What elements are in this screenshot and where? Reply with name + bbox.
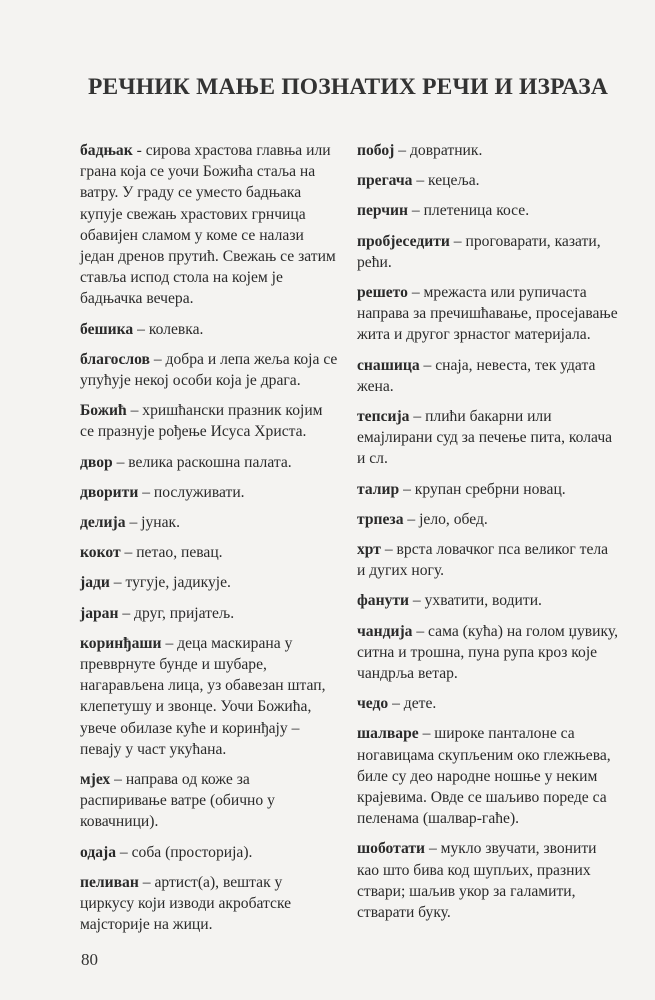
glossary-entry (80, 400, 340, 442)
entry-definition: јело, обед. (419, 510, 488, 528)
entry-separator: – (412, 622, 429, 640)
entry-separator: – (380, 541, 397, 559)
entry-definition: врста ловачког пса великог тела и дугих ногу. (357, 541, 609, 580)
entry-definition: тугује, јадикује. (125, 574, 231, 592)
entry-separator: – (425, 840, 441, 858)
entry-definition: проговарати, казати, рећи. (357, 232, 601, 271)
entry-definition: направа од коже за распиривање ватре (обично у ковачници). (80, 771, 275, 831)
entry-term: дворити (80, 483, 139, 501)
entry-separator: – (116, 843, 132, 861)
entry-separator: – (412, 172, 429, 190)
glossary-entry (80, 512, 340, 533)
glossary-entry (357, 140, 619, 161)
entry-term: фанути (357, 592, 410, 610)
entry-term: чандија (357, 622, 413, 640)
entry-separator: – (133, 320, 149, 338)
entry-term: јади (80, 574, 110, 592)
entry-separator: - (132, 142, 146, 159)
glossary-entry (357, 231, 619, 273)
glossary-entry (357, 355, 619, 397)
entry-separator: – (407, 284, 424, 302)
entry-term: тепсија (357, 408, 410, 426)
entry-definition: друг, пријатељ. (134, 604, 235, 622)
glossary-entry (80, 872, 340, 936)
entry-term: коринђаши (80, 634, 162, 652)
entry-definition: плетеница косе. (423, 202, 530, 220)
entry-separator: – (409, 408, 426, 426)
entry-term: бешика (80, 320, 134, 338)
glossary-entry (80, 319, 340, 340)
entry-separator: – (126, 402, 143, 420)
glossary-entry (357, 539, 619, 581)
page-number: 80 (81, 950, 98, 969)
entry-separator: – (388, 695, 404, 713)
entry-term: благослов (80, 350, 150, 368)
entry-separator: – (419, 356, 436, 374)
entry-term: делија (80, 514, 126, 532)
entry-definition: колевка. (148, 320, 204, 338)
entry-definition: крупан сребрни новац. (414, 480, 566, 498)
glossary-entry (357, 509, 619, 530)
page-title: РЕЧНИК МАЊЕ ПОЗНАТИХ РЕЧИ И ИЗРАЗА (87, 74, 609, 100)
entry-definition: велика раскошна палата. (128, 453, 292, 471)
entry-definition: соба (просторија). (131, 843, 253, 861)
entry-definition: сирова храстова главња или грана која се уочи Божића стаља на ватру. У граду се уместо бадњака купује свежањ храстових грнчица обавијен сламом у коме се налази један дренов прутић. Свежањ се затим ставља испод стола на којем је бадњачка вечера. (80, 142, 336, 308)
entry-separator: – (418, 725, 435, 743)
entry-separator: – (138, 483, 154, 501)
glossary-entry (80, 603, 340, 624)
entry-separator: – (110, 771, 126, 789)
entry-separator: – (449, 232, 466, 250)
entry-definition: хришћански празник којим се празнује рођење Исуса Христа. (80, 402, 323, 441)
entry-term: трпеза (357, 510, 404, 528)
entry-separator: – (109, 574, 126, 592)
entry-definition: плићи бакарни или емајлирани суд за печење пита, колача и сл. (357, 408, 613, 468)
glossary-entry (80, 140, 340, 310)
entry-term: кокот (80, 544, 121, 562)
entry-definition: артист(а), вештак у циркусу који изводи акробатске мајсторије на жици. (80, 873, 292, 934)
glossary-entry (80, 572, 340, 593)
entry-separator: – (138, 873, 155, 891)
glossary-entry (80, 542, 340, 563)
glossary-entry (357, 282, 619, 346)
entry-term: шоботати (357, 840, 426, 858)
entry-separator: – (394, 142, 410, 159)
entry-term: хрт (357, 541, 381, 559)
glossary-entry (357, 590, 619, 611)
glossary-column-left (80, 140, 340, 945)
entry-definition: петао, певац. (136, 544, 223, 562)
entry-definition: мрежаста или рупичаста направа за пречишћавање, просејавање жита и другог зрнастог материјала. (357, 284, 618, 344)
entry-term: Божић (80, 402, 127, 420)
entry-term: шалваре (357, 725, 419, 743)
entry-term: пробјеседити (357, 232, 450, 250)
entry-term: перчин (357, 202, 408, 220)
entry-definition: широке панталоне са ногавицама скупљеним око глежњева, биле су део народне ношње у неким крајевима. Овде се шаљиво пореде са пеленама (шалвар-гаће). (357, 725, 611, 828)
glossary-entry (80, 452, 340, 473)
entry-definition: довратник. (409, 142, 483, 159)
glossary-entry (357, 693, 619, 714)
glossary-entry (357, 723, 619, 829)
glossary-entry (80, 349, 340, 391)
entry-term: талир (357, 480, 400, 498)
glossary-entry (80, 633, 340, 760)
entry-separator: – (403, 510, 420, 528)
entry-separator: – (161, 634, 178, 652)
entry-definition: сама (кућа) на голом џувику, ситна и трошна, пуна рупа кроз које чандрља ветар. (357, 622, 618, 683)
entry-term: прегача (357, 172, 413, 190)
entry-definition: кецеља. (428, 172, 480, 190)
entry-term: мјех (80, 771, 111, 789)
entry-separator: – (149, 350, 166, 368)
glossary-entry (80, 769, 340, 833)
glossary-column-right (357, 140, 619, 932)
entry-separator: – (409, 592, 425, 610)
glossary-entry (80, 842, 340, 863)
entry-separator: – (118, 604, 135, 622)
entry-definition: мукло звучати, звонити као што бива код шупљих, празних ствари; шаљив укор за галамити, стварати буку. (357, 840, 597, 922)
glossary-entry (357, 621, 619, 685)
glossary-entry (80, 482, 340, 503)
entry-term: пеливан (80, 873, 139, 891)
entry-definition: јунак. (141, 514, 181, 532)
entry-definition: добра и лепа жеља која се упућује некој особи која је драга. (80, 350, 338, 390)
entry-separator: – (407, 202, 424, 220)
entry-separator: – (125, 514, 142, 532)
entry-term: побој (357, 142, 395, 159)
entry-term: снашица (357, 356, 420, 374)
glossary-entry (357, 479, 619, 500)
entry-term: јаран (80, 604, 119, 622)
entry-definition: дете. (403, 695, 437, 713)
entry-term: одаја (80, 843, 117, 861)
entry-term: бадњак (80, 142, 133, 159)
entry-definition: послуживати. (153, 483, 245, 501)
entry-term: двор (80, 453, 113, 471)
entry-term: решето (357, 284, 408, 302)
entry-definition: ухватити, водити. (424, 592, 542, 610)
entry-definition: деца маскирана у превврнуте бунде и шубаре, нагарављена лица, уз обавезан штап, клепетушу и звонце. Уочи Божића, увече обилазе куће и коринђају – певају у част укућана. (80, 634, 326, 758)
entry-definition: снаја, невеста, тек удата жена. (357, 356, 596, 395)
entry-separator: – (120, 544, 137, 562)
entry-term: чедо (357, 695, 389, 713)
glossary-entry (357, 406, 619, 470)
glossary-entry (357, 200, 619, 221)
glossary-entry (357, 838, 619, 923)
entry-separator: – (399, 480, 415, 498)
glossary-entry (357, 170, 619, 191)
entry-separator: – (112, 453, 129, 471)
